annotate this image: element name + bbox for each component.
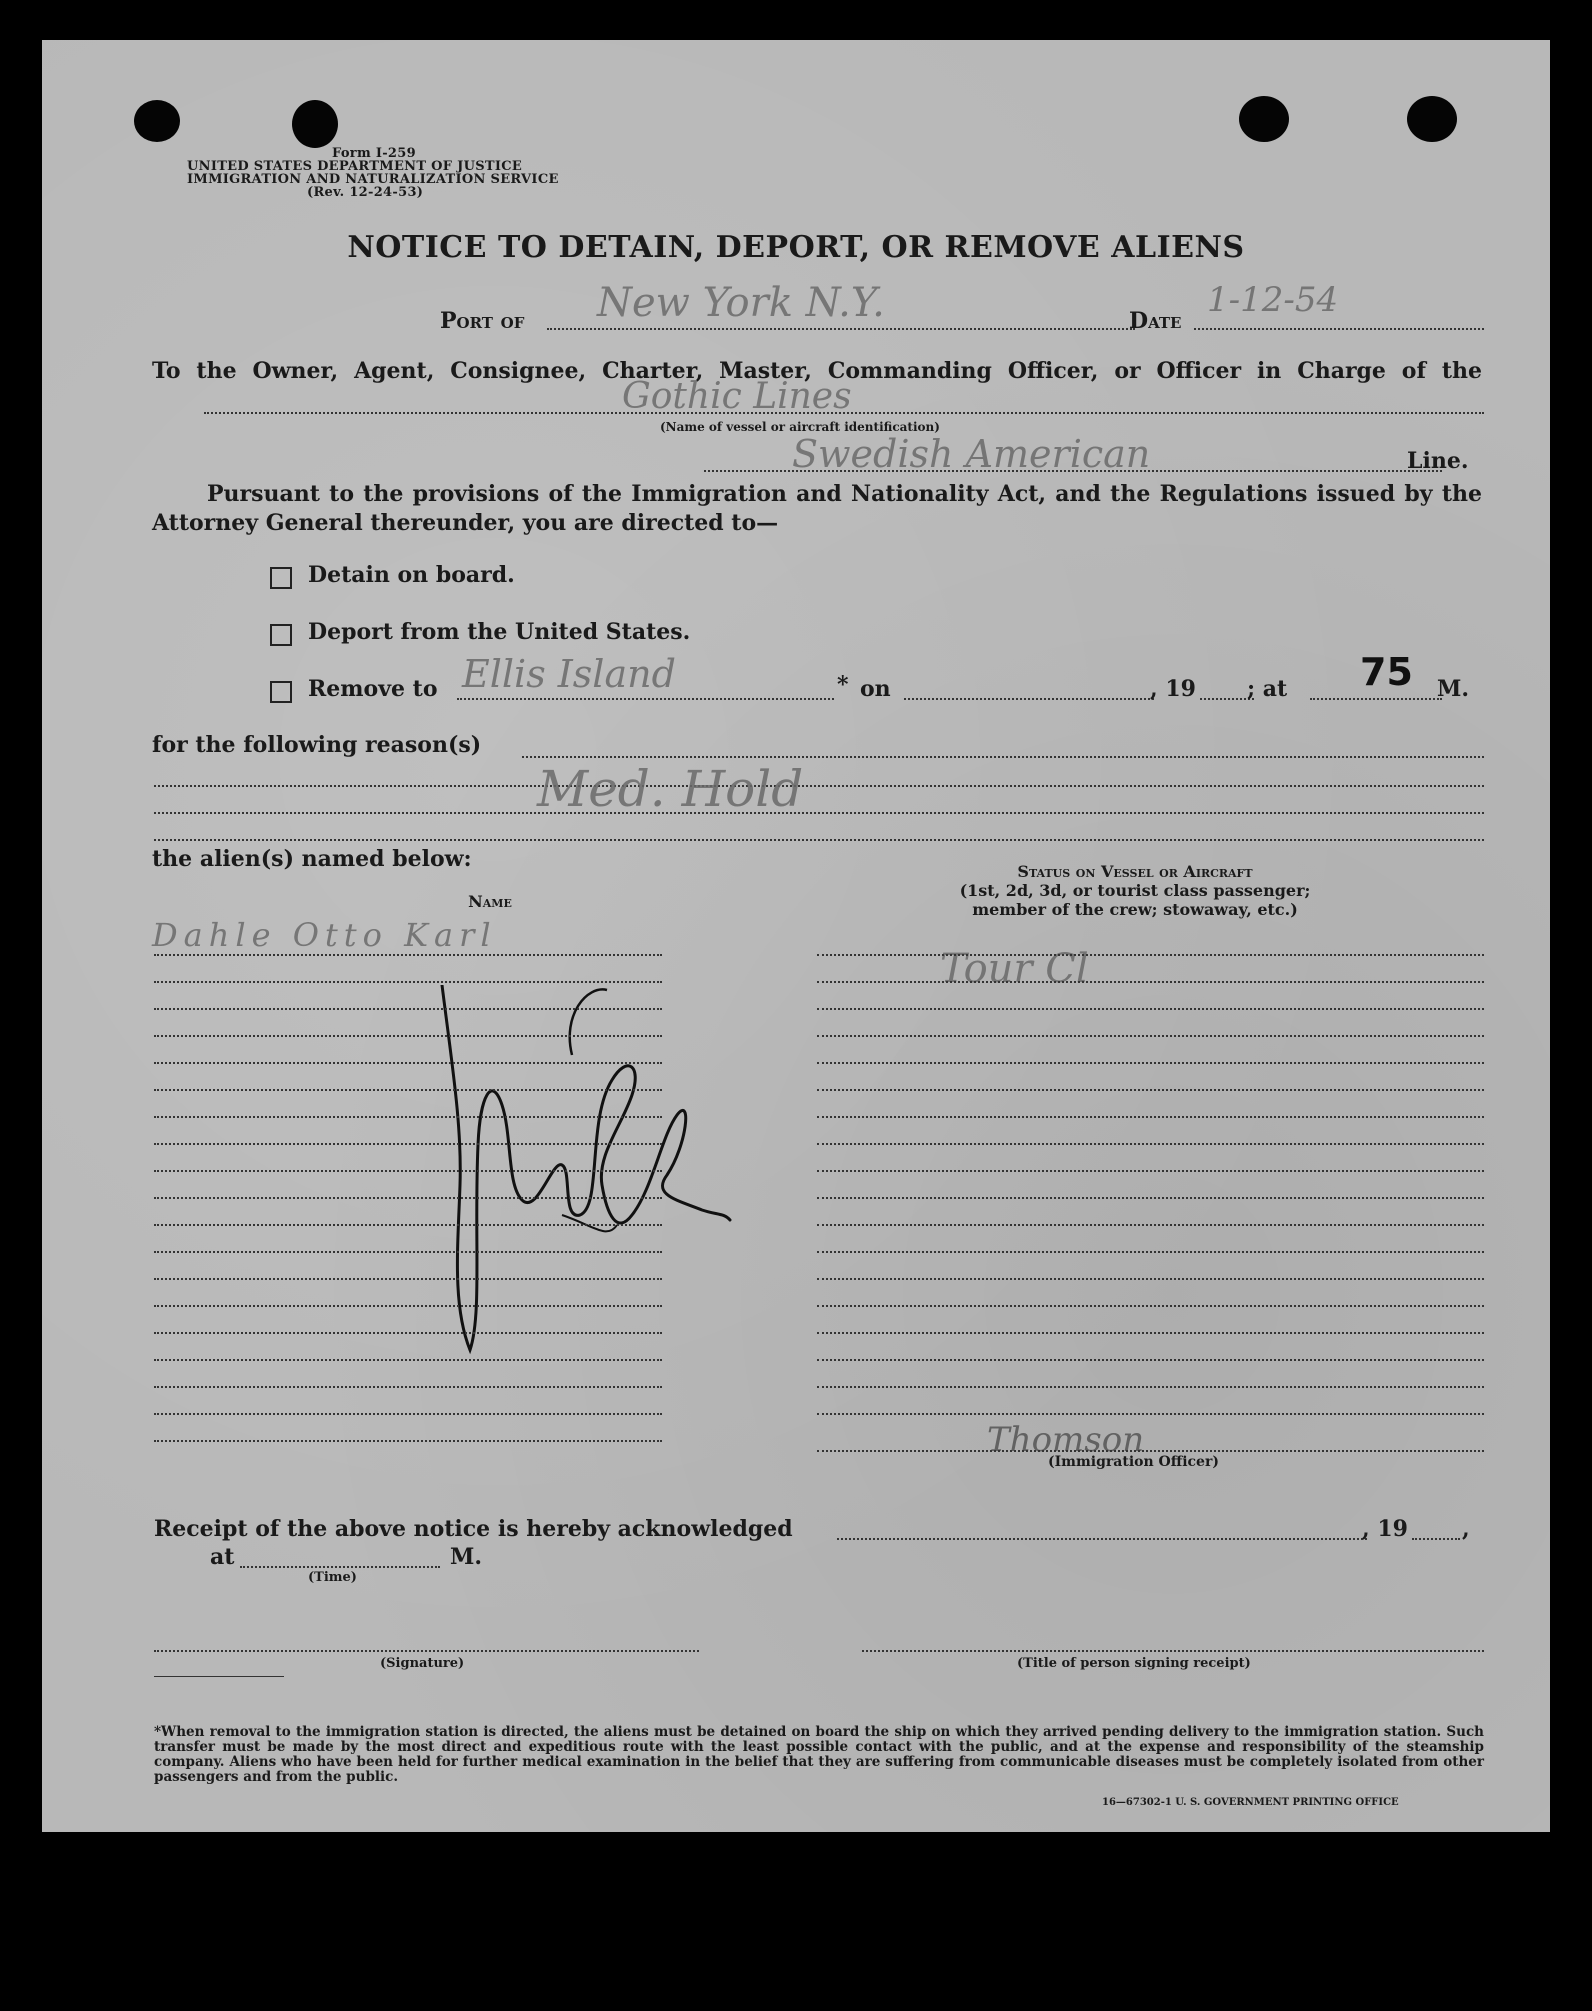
agency-name: UNITED STATES DEPARTMENT OF JUSTICE — [187, 159, 523, 174]
status-row-line — [817, 1035, 1484, 1037]
punch-hole-right-2 — [1407, 96, 1457, 142]
form-header — [187, 147, 559, 199]
name-row-line — [154, 1278, 662, 1280]
reasons-line-1 — [522, 756, 1484, 758]
status-row-line — [817, 1143, 1484, 1145]
service-name: IMMIGRATION AND NATURALIZATION SERVICE — [187, 172, 559, 187]
status-header-detail-2: member of the crew; stowaway, etc.) — [972, 900, 1298, 919]
status-row-line — [817, 1305, 1484, 1307]
document-title: NOTICE TO DETAIN, DEPORT, OR REMOVE ALIENS — [347, 230, 1245, 265]
punch-hole-blot — [292, 100, 338, 148]
name-row-line — [154, 1359, 662, 1361]
deport-label: Deport from the United States. — [308, 619, 691, 645]
receipt-time-line — [240, 1566, 440, 1568]
line-label: Line. — [1407, 448, 1469, 474]
reasons-line-2 — [154, 785, 1484, 787]
name-row-line — [154, 954, 662, 956]
receipt-title-caption: (Title of person signing receipt) — [1017, 1656, 1251, 1671]
name-row-line — [154, 1170, 662, 1172]
year-prefix: , 19 — [1150, 676, 1196, 702]
punch-hole-right-1 — [1239, 96, 1289, 142]
printer-line: 16—67302-1 U. S. GOVERNMENT PRINTING OFFICE — [1102, 1797, 1399, 1808]
reasons-label: for the following reason(s) — [152, 732, 482, 758]
name-row-line — [154, 1035, 662, 1037]
remove-checkbox[interactable] — [270, 681, 292, 703]
status-row-line — [817, 1413, 1484, 1415]
addressee-text: To the Owner, Agent, Consignee, Charter, Master, Commanding Officer, or Officer in Charge of the — [152, 358, 1482, 384]
port-value: New York N.Y. — [597, 280, 885, 326]
reasons-line-4 — [154, 839, 1484, 841]
receipt-comma: , — [1462, 1516, 1470, 1542]
name-column-header: Name — [468, 892, 512, 911]
name-row-line — [154, 1143, 662, 1145]
status-row-line — [817, 1008, 1484, 1010]
name-row-line — [154, 1305, 662, 1307]
name-row-line — [154, 1251, 662, 1253]
port-label: Port of — [440, 308, 525, 334]
alien-name-value: Dahle Otto Karl — [152, 916, 497, 954]
date-value: 1-12-54 — [1207, 280, 1339, 320]
receipt-time-caption: (Time) — [308, 1570, 357, 1585]
name-row-line — [154, 1386, 662, 1388]
detain-label: Detain on board. — [308, 562, 515, 588]
directive-paragraph: Pursuant to the provisions of the Immigration and Nationality Act, and the Regulations issued by the Attorney General thereunder, you are directed to— — [152, 481, 1482, 536]
receipt-signature-caption: (Signature) — [380, 1656, 465, 1671]
receipt-year-line — [1412, 1538, 1460, 1540]
deport-checkbox[interactable] — [270, 624, 292, 646]
vessel-value: Gothic Lines — [622, 376, 852, 417]
remove-time-line — [1310, 698, 1442, 700]
footnote-rule — [154, 1676, 284, 1677]
status-row-line — [817, 1332, 1484, 1334]
officer-signature: Thomson — [987, 1420, 1145, 1460]
remove-label: Remove to — [308, 676, 438, 702]
receipt-signature-line — [154, 1650, 699, 1652]
officer-signature-line — [817, 1450, 1484, 1452]
receipt-at-label: at — [210, 1544, 235, 1570]
status-row-line — [817, 1116, 1484, 1118]
remove-destination-line — [457, 698, 834, 700]
name-row-line — [154, 1008, 662, 1010]
name-row-line — [154, 981, 662, 983]
m-label: M. — [1437, 676, 1470, 702]
officer-caption: (Immigration Officer) — [1048, 1454, 1219, 1470]
name-row-line — [154, 1062, 662, 1064]
status-row-line — [817, 1278, 1484, 1280]
reasons-line-3 — [154, 812, 1484, 814]
name-row-line — [154, 1197, 662, 1199]
remove-date-line — [904, 698, 1154, 700]
detain-checkbox[interactable] — [270, 567, 292, 589]
receipt-title-line — [862, 1650, 1484, 1652]
status-row-line — [817, 1386, 1484, 1388]
receipt-date-line — [837, 1538, 1367, 1540]
name-row-line — [154, 1224, 662, 1226]
date-label: Date — [1129, 308, 1182, 334]
punch-hole-left — [134, 100, 180, 142]
vessel-caption: (Name of vessel or aircraft identification) — [660, 420, 940, 434]
status-row-line — [817, 954, 1484, 956]
receipt-m-label: M. — [450, 1544, 483, 1570]
name-row-line — [154, 1116, 662, 1118]
name-row-line — [154, 1332, 662, 1334]
receipt-text: Receipt of the above notice is hereby acknowledged — [154, 1516, 793, 1542]
form-revision: (Rev. 12-24-53) — [307, 185, 424, 200]
alien-status-value: Tour Cl — [940, 946, 1089, 992]
footnote: *When removal to the immigration station is directed, the aliens must be detained on board the ship on which they arrived pending delivery to the immigration station. Such transfer must be made by the most direct and expeditious route with the least possible contact with the public, and at the expense and responsibility of the steamship company. Aliens who have been held for further medical examination in the belief that they are suffering from communicable diseases must be completely isolated from other passengers and from the public. — [154, 1724, 1484, 1785]
status-row-line — [817, 981, 1484, 983]
status-row-line — [817, 1197, 1484, 1199]
form-number: Form I-259 — [332, 146, 416, 161]
at-label: ; at — [1247, 676, 1288, 702]
receipt-year-prefix: , 19 — [1362, 1516, 1408, 1542]
status-header-title: Status on Vessel or Aircraft — [1017, 862, 1253, 881]
aliens-intro: the alien(s) named below: — [152, 846, 472, 872]
status-column-header — [910, 862, 1360, 919]
remove-asterisk: * — [837, 672, 849, 698]
remove-year-line — [1200, 698, 1254, 700]
name-row-line — [154, 1440, 662, 1442]
status-header-detail-1: (1st, 2d, 3d, or tourist class passenger; — [959, 881, 1311, 900]
status-row-line — [817, 1224, 1484, 1226]
status-row-line — [817, 1062, 1484, 1064]
remove-destination-value: Ellis Island — [462, 652, 676, 696]
status-row-line — [817, 1359, 1484, 1361]
remove-time-value: 75 — [1360, 650, 1413, 694]
reasons-value: Med. Hold — [537, 760, 804, 818]
status-row-line — [817, 1170, 1484, 1172]
port-line — [547, 328, 1135, 330]
on-label: on — [860, 676, 891, 702]
status-row-line — [817, 1251, 1484, 1253]
name-row-line — [154, 1089, 662, 1091]
shipping-line-value: Swedish American — [792, 432, 1151, 476]
name-row-line — [154, 1413, 662, 1415]
status-row-line — [817, 1089, 1484, 1091]
date-line — [1194, 328, 1484, 330]
document-page — [42, 40, 1550, 1832]
